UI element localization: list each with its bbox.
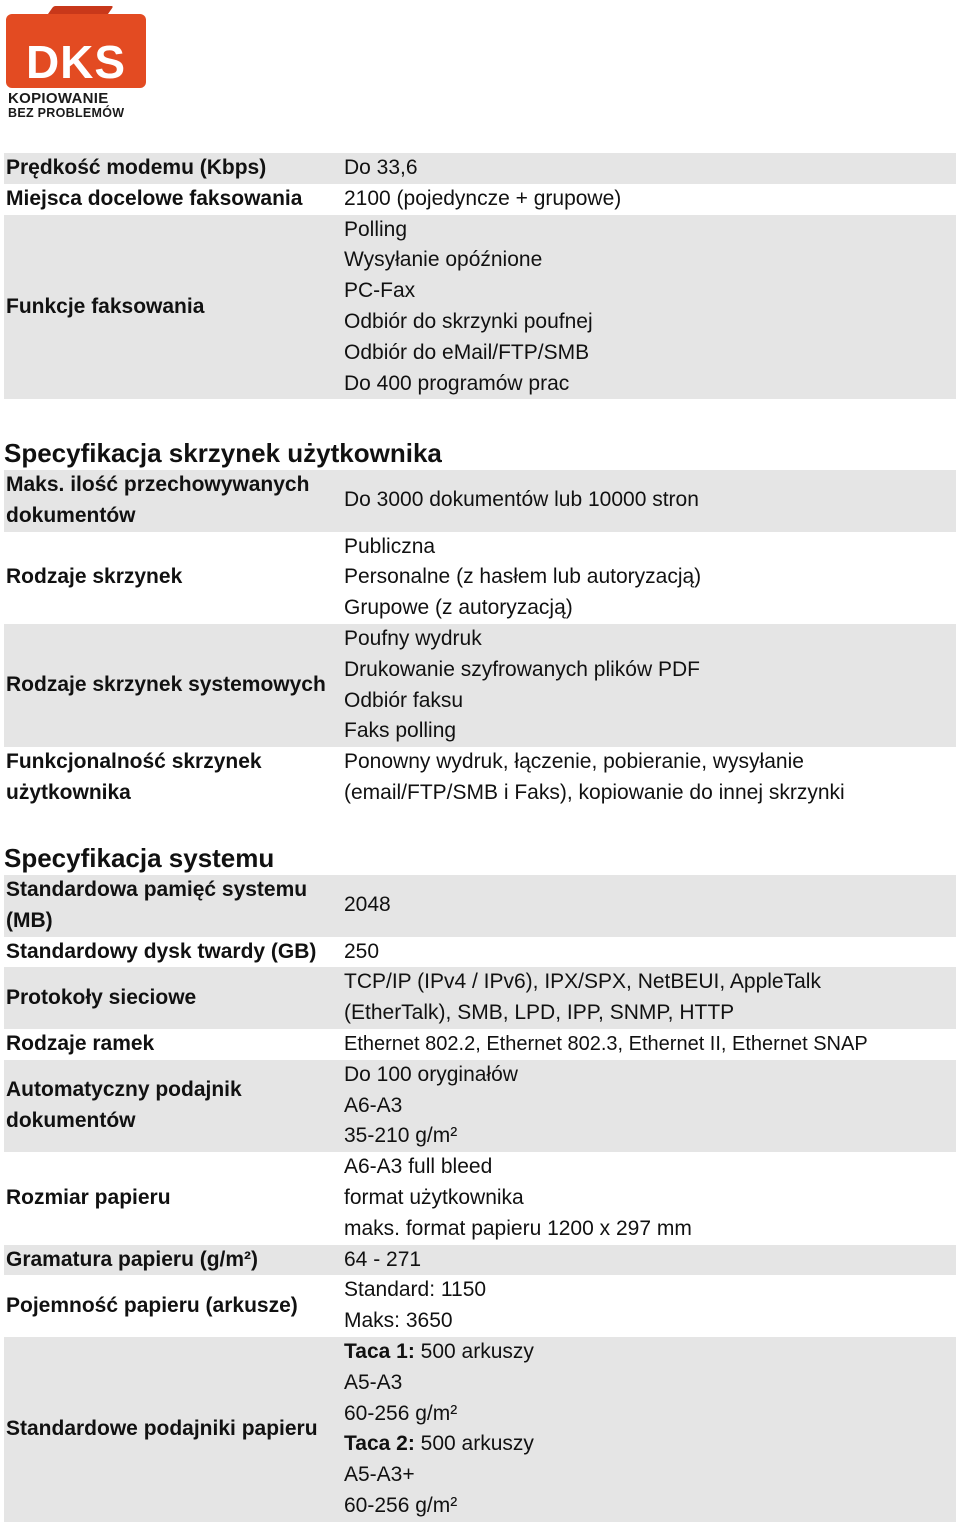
spec-label: Standardowa pamięć systemu (MB) <box>6 878 308 932</box>
spec-label: Rodzaje ramek <box>6 1031 155 1055</box>
spec-label: Standardowy dysk twardy (GB) <box>6 939 317 963</box>
spec-label: Funkcje faksowania <box>6 294 205 318</box>
spec-label: Automatyczny podajnik dokumentów <box>6 1078 242 1132</box>
spec-value: Do 3000 dokumentów lub 10000 stron <box>344 488 699 512</box>
spec-label: Maks. ilość przechowywanych dokumentów <box>6 473 310 527</box>
logo-mark <box>6 14 146 88</box>
spec-value: 2100 (pojedyncze + grupowe) <box>344 186 622 210</box>
spec-row <box>4 1029 956 1060</box>
spec-label: Rodzaje skrzynek systemowych <box>6 673 326 697</box>
spec-row <box>4 967 956 1029</box>
spec-value: 2048 <box>344 893 391 917</box>
fax-spec-table <box>4 153 956 399</box>
spec-value: Polling Wysyłanie opóźnione PC-Fax Odbiór do skrzynki poufnej Odbiór do eMail/FTP/SMB Do 400 programów prac <box>344 217 593 395</box>
spec-value: 250 <box>344 939 380 963</box>
spec-label: Funkcjonalność skrzynek użytkownika <box>6 750 262 804</box>
spec-label: Miejsca docelowe faksowania <box>6 186 303 210</box>
spec-row <box>4 747 956 809</box>
dks-logo <box>4 2 150 124</box>
spec-value: Ethernet 802.2, Ethernet 802.3, Ethernet II, Ethernet SNAP <box>344 1032 868 1055</box>
spec-label: Prędkość modemu (Kbps) <box>6 156 267 179</box>
tray-1-weight: 60-256 g/m² <box>344 1401 458 1425</box>
tray-2-size: A5-A3+ <box>344 1463 415 1487</box>
spec-value: TCP/IP (IPv4 / IPv6), IPX/SPX, NetBEUI, AppleTalk (EtherTalk), SMB, LPD, IPP, SNMP, HTTP <box>344 970 821 1025</box>
spec-row <box>4 1152 956 1244</box>
spec-row <box>4 184 956 215</box>
spec-value: Ponowny wydruk, łączenie, pobieranie, wysyłanie (email/FTP/SMB i Faks), kopiowanie do innej skrzynki <box>344 750 845 804</box>
spec-row <box>4 1337 956 1522</box>
spec-label: Protokoły sieciowe <box>6 985 197 1009</box>
spec-value: Do 100 oryginałów A6-A3 35-210 g/m² <box>344 1062 518 1148</box>
spec-value: Poufny wydruk Drukowanie szyfrowanych plików PDF Odbiór faksu Faks polling <box>344 626 700 743</box>
logo-tagline-1: KOPIOWANIE <box>8 90 109 107</box>
user-boxes-section <box>4 438 956 809</box>
tray-2-weight: 60-256 g/m² <box>344 1493 458 1517</box>
logo-tagline-2: BEZ PROBLEMÓW <box>8 106 125 120</box>
spec-row <box>4 1275 956 1337</box>
spec-row <box>4 875 956 937</box>
tray-1-size: A5-A3 <box>344 1370 403 1394</box>
spec-value: Standard: 1150 Maks: 3650 <box>344 1278 487 1333</box>
spec-row <box>4 470 956 532</box>
spec-row <box>4 153 956 184</box>
tray-2-capacity: 500 arkuszy <box>414 1432 534 1456</box>
section-title: Specyfikacja skrzynek użytkownika <box>4 438 442 468</box>
spec-value: A6-A3 full bleed format użytkownika maks. format papieru 1200 x 297 mm <box>344 1155 692 1240</box>
tray-1-capacity: 500 arkuszy <box>414 1339 534 1363</box>
spec-label: Pojemność papieru (arkusze) <box>6 1293 298 1317</box>
spec-row <box>4 532 956 624</box>
logo-brand: DKS <box>25 36 127 88</box>
spec-row <box>4 1245 956 1276</box>
tray-2-label: Taca 2: <box>344 1432 415 1456</box>
spec-row <box>4 624 956 747</box>
spec-value: Do 33,6 <box>344 156 418 179</box>
spec-row <box>4 215 956 400</box>
spec-value <box>340 1337 956 1522</box>
spec-label: Rodzaje skrzynek <box>6 565 183 589</box>
spec-value: 64 - 271 <box>344 1247 422 1271</box>
spec-label: Standardowe podajniki papieru <box>6 1416 318 1440</box>
spec-label: Gramatura papieru (g/m²) <box>6 1247 259 1271</box>
section-title: Specyfikacja systemu <box>4 843 275 873</box>
system-section <box>4 843 956 1522</box>
tray-1-label: Taca 1: <box>344 1339 415 1363</box>
spec-value: Publiczna Personalne (z hasłem lub autoryzacją) Grupowe (z autoryzacją) <box>344 534 702 620</box>
spec-row <box>4 937 956 968</box>
spec-row <box>4 1060 956 1152</box>
spec-label: Rozmiar papieru <box>6 1185 171 1209</box>
